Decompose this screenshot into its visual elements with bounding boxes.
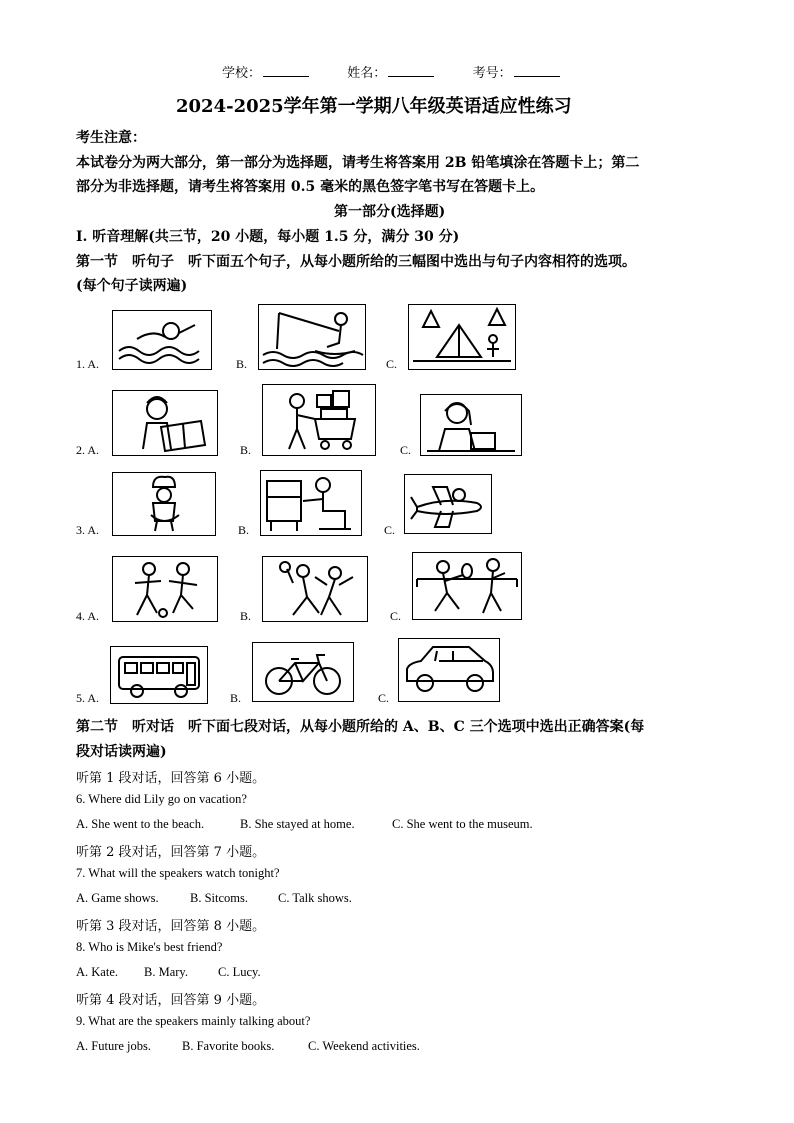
laptop-icon[interactable]	[420, 394, 522, 456]
q2-c-label: C.	[400, 443, 412, 457]
camping-icon[interactable]	[408, 304, 516, 370]
sub2-line-2: 段对话读两遍)	[76, 744, 167, 760]
question-text: 6. Where did Lily go on vacation?	[76, 792, 247, 806]
tennis-icon[interactable]	[412, 552, 522, 620]
q4-label: 4. A.	[76, 609, 100, 623]
dialogue-intro: 听第 4 段对话，回答第 9 小题。	[76, 993, 266, 1008]
option-a[interactable]: A. She went to the beach.	[76, 817, 205, 831]
bicycle-icon[interactable]	[252, 642, 354, 702]
sub1-line-2: (每个句子读两遍)	[76, 278, 188, 294]
q5-label: 5. A.	[76, 691, 100, 705]
q1-label: 1. A.	[76, 357, 100, 371]
option-a[interactable]: A. Kate.	[76, 965, 118, 979]
option-c[interactable]: C. Lucy.	[218, 965, 261, 979]
name-blank	[388, 64, 434, 77]
q4-b-label: B.	[240, 609, 252, 623]
q3-label: 3. A.	[76, 523, 100, 537]
id-blank	[514, 64, 560, 77]
name-label: 姓名：	[347, 66, 387, 81]
swimming-icon[interactable]	[112, 310, 212, 370]
header-info	[222, 62, 560, 81]
school-label: 学校：	[222, 66, 262, 81]
dialogue-intro: 听第 2 段对话，回答第 7 小题。	[76, 845, 266, 860]
question-text: 7. What will the speakers watch tonight?	[76, 866, 280, 880]
part1-title: 第一部分(选择题)	[334, 204, 446, 220]
q5-c-label: C.	[378, 691, 390, 705]
option-c[interactable]: C. Talk shows.	[278, 891, 352, 905]
option-a[interactable]: A. Game shows.	[76, 891, 159, 905]
school-blank	[263, 64, 309, 77]
question-text: 9. What are the speakers mainly talking about?	[76, 1014, 311, 1028]
sub1-line-1: 第一节 听句子 听下面五个句子，从每小题所给的三幅图中选出与句子内容相符的选项。	[76, 254, 636, 270]
dialogue-intro: 听第 1 段对话，回答第 6 小题。	[76, 771, 266, 786]
q4-c-label: C.	[390, 609, 402, 623]
notice-line-2: 部分为非选择题，请考生将答案用 0.5 毫米的黑色签字笔书写在答题卡上。	[76, 179, 545, 195]
piano-icon[interactable]	[260, 470, 362, 536]
reading-icon[interactable]	[112, 390, 218, 456]
basketball-icon[interactable]	[262, 556, 368, 622]
sub2-line-1: 第二节 听对话 听下面七段对话，从每小题所给的 A、B、C 三个选项中选出正确答案(每	[76, 719, 645, 735]
q1-b-label: B.	[236, 357, 248, 371]
q5-b-label: B.	[230, 691, 242, 705]
q3-c-label: C.	[384, 523, 396, 537]
fishing-icon[interactable]	[258, 304, 366, 370]
question-text: 8. Who is Mike's best friend?	[76, 940, 223, 954]
car-icon[interactable]	[398, 638, 500, 702]
q2-label: 2. A.	[76, 443, 100, 457]
q1-c-label: C.	[386, 357, 398, 371]
notice-heading: 考生注意：	[76, 130, 146, 146]
dialogue-intro: 听第 3 段对话，回答第 8 小题。	[76, 919, 266, 934]
section1-title: Ⅰ. 听音理解(共三节，20 小题，每小题 1.5 分，满分 30 分)	[76, 229, 460, 245]
q3-b-label: B.	[238, 523, 250, 537]
option-c[interactable]: C. She went to the museum.	[392, 817, 533, 831]
option-b[interactable]: B. Mary.	[144, 965, 188, 979]
airplane-icon[interactable]	[404, 474, 492, 534]
soccer-icon[interactable]	[112, 556, 218, 622]
bus-icon[interactable]	[110, 646, 208, 704]
shopping-icon[interactable]	[262, 384, 376, 456]
option-b[interactable]: B. Favorite books.	[182, 1039, 275, 1053]
option-a[interactable]: A. Future jobs.	[76, 1039, 151, 1053]
cooking-icon[interactable]	[112, 472, 216, 536]
page-title: 2024-2025学年第一学期八年级英语适应性练习	[176, 96, 572, 117]
option-b[interactable]: B. Sitcoms.	[190, 891, 248, 905]
id-label: 考号：	[472, 66, 512, 81]
q2-b-label: B.	[240, 443, 252, 457]
notice-line-1: 本试卷分为两大部分，第一部分为选择题，请考生将答案用 2B 铅笔填涂在答题卡上；第二	[76, 155, 640, 171]
option-c[interactable]: C. Weekend activities.	[308, 1039, 420, 1053]
option-b[interactable]: B. She stayed at home.	[240, 817, 355, 831]
